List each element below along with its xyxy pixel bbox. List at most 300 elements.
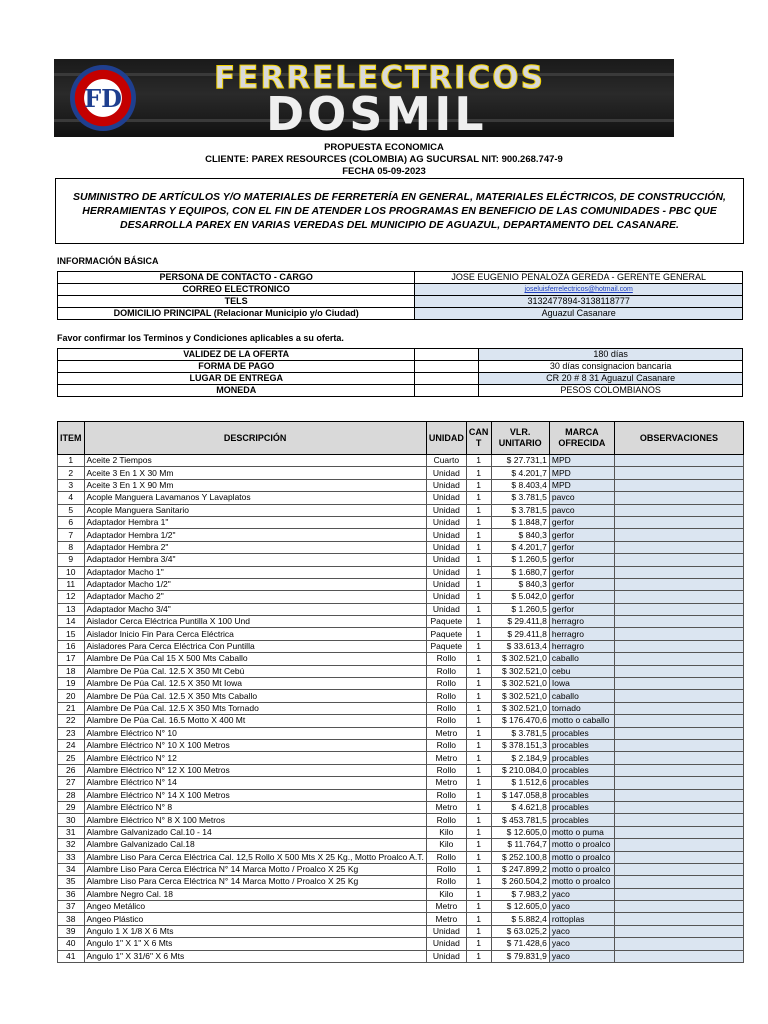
table-row	[58, 801, 744, 813]
item-observations	[614, 653, 743, 665]
item-description: Alambre Liso Para Cerca Eléctrica N° 14 Marca Motto / Proalco X 25 Kg	[84, 876, 426, 888]
item-number: 7	[58, 529, 85, 541]
col-header-observaciones: OBSERVACIONES	[614, 422, 743, 455]
item-description: Angulo 1 X 1/8 X 6 Mts	[84, 925, 426, 937]
scope-text: SUMINISTRO DE ARTÍCULOS Y/O MATERIALES DE FERRETERÍA EN GENERAL, MATERIALES ELÉCTRICOS, DE CONSTRUCCIÓN, HERRAMIENTAS Y EQUIPOS, CON EL FIN DE ATENDER LOS PROGRAMAS EN BENEFICIO DE LAS COMUNIDADES - PBC QUE DESARROLLA PAREX EN VARIAS VEREDAS DEL MUNICIPIO DE AGUAZUL, DEPARTAMENTO DEL CASANARE.	[73, 191, 726, 231]
item-unit: Metro	[426, 777, 466, 789]
item-unit: Rollo	[426, 876, 466, 888]
table-row	[58, 814, 744, 826]
item-number: 12	[58, 591, 85, 603]
item-brand: gerfor	[549, 541, 614, 553]
table-row	[58, 504, 744, 516]
item-quantity: 1	[466, 764, 491, 776]
item-quantity: 1	[466, 938, 491, 950]
terms-row	[58, 349, 743, 361]
item-number: 41	[58, 950, 85, 962]
item-quantity: 1	[466, 578, 491, 590]
item-unit: Rollo	[426, 665, 466, 677]
item-unit-price: $ 5.042,0	[491, 591, 549, 603]
item-unit: Rollo	[426, 653, 466, 665]
item-quantity: 1	[466, 616, 491, 628]
table-row	[58, 925, 744, 937]
info-value: 3132477894-3138118777	[415, 296, 743, 308]
table-row	[58, 554, 744, 566]
item-description: Aceite 3 En 1 X 90 Mm	[84, 479, 426, 491]
item-unit: Unidad	[426, 554, 466, 566]
item-description: Alambre Negro Cal. 18	[84, 888, 426, 900]
terms-row	[58, 385, 743, 397]
client-line: CLIENTE: PAREX RESOURCES (COLOMBIA) AG SUCURSAL NIT: 900.268.747-9	[205, 154, 563, 165]
table-row	[58, 603, 744, 615]
item-description: Alambre De Púa Cal 15 X 500 Mts Caballo	[84, 653, 426, 665]
item-number: 18	[58, 665, 85, 677]
item-number: 35	[58, 876, 85, 888]
item-unit-price: $ 1.512,6	[491, 777, 549, 789]
item-unit: Rollo	[426, 789, 466, 801]
item-brand: Iowa	[549, 678, 614, 690]
item-observations	[614, 950, 743, 962]
item-unit: Cuarto	[426, 455, 466, 467]
terms-key: LUGAR DE ENTREGA	[58, 373, 415, 385]
date-line: FECHA 05-09-2023	[342, 166, 426, 177]
table-row	[58, 702, 744, 714]
scope-box	[55, 178, 744, 244]
table-row	[58, 863, 744, 875]
item-description: Alambre Liso Para Cerca Eléctrica N° 14 Marca Motto / Proalco X 25 Kg	[84, 863, 426, 875]
item-unit-price: $ 29.411,8	[491, 628, 549, 640]
col-header-marca: MARCA OFRECIDA	[549, 422, 614, 455]
doc-title: PROPUESTA ECONOMICA	[324, 142, 444, 153]
item-quantity: 1	[466, 628, 491, 640]
item-observations	[614, 777, 743, 789]
item-description: Adaptador Hembra 2"	[84, 541, 426, 553]
table-row	[58, 777, 744, 789]
item-brand: procables	[549, 764, 614, 776]
terms-value: 180 días	[479, 349, 743, 361]
item-brand: yaco	[549, 925, 614, 937]
item-number: 28	[58, 789, 85, 801]
item-number: 9	[58, 554, 85, 566]
terms-key: MONEDA	[58, 385, 415, 397]
info-value: Aguazul Casanare	[415, 308, 743, 320]
item-brand: pavco	[549, 492, 614, 504]
item-observations	[614, 479, 743, 491]
item-quantity: 1	[466, 653, 491, 665]
item-unit-price: $ 4.201,7	[491, 467, 549, 479]
item-observations	[614, 578, 743, 590]
item-brand: MPD	[549, 479, 614, 491]
item-observations	[614, 665, 743, 677]
info-row	[58, 308, 743, 320]
brand-name-top: FERRELECTRICOS	[214, 60, 545, 96]
item-unit: Unidad	[426, 504, 466, 516]
items-body	[58, 455, 744, 963]
item-unit: Unidad	[426, 529, 466, 541]
item-number: 15	[58, 628, 85, 640]
item-unit-price: $ 5.882,4	[491, 913, 549, 925]
item-description: Adaptador Macho 3/4"	[84, 603, 426, 615]
table-row	[58, 566, 744, 578]
item-number: 32	[58, 839, 85, 851]
table-row	[58, 628, 744, 640]
item-observations	[614, 789, 743, 801]
table-row	[58, 541, 744, 553]
item-description: Angeo Plástico	[84, 913, 426, 925]
item-description: Alambre Eléctrico N° 8 X 100 Metros	[84, 814, 426, 826]
item-brand: gerfor	[549, 516, 614, 528]
item-brand: tornado	[549, 702, 614, 714]
item-unit-price: $ 247.899,2	[491, 863, 549, 875]
item-number: 21	[58, 702, 85, 714]
terms-table	[57, 348, 743, 397]
item-unit: Unidad	[426, 938, 466, 950]
item-description: Adaptador Macho 2"	[84, 591, 426, 603]
item-observations	[614, 925, 743, 937]
items-header-row	[58, 422, 744, 455]
item-unit: Rollo	[426, 863, 466, 875]
item-quantity: 1	[466, 492, 491, 504]
item-description: Adaptador Macho 1/2"	[84, 578, 426, 590]
item-brand: procables	[549, 777, 614, 789]
item-quantity: 1	[466, 603, 491, 615]
item-description: Adaptador Macho 1"	[84, 566, 426, 578]
info-value: JOSE EUGENIO PENALOZA GEREDA - GERENTE GENERAL	[415, 272, 743, 284]
item-number: 37	[58, 901, 85, 913]
item-brand: motto o proalco	[549, 839, 614, 851]
company-logo: FD	[70, 65, 136, 131]
item-number: 24	[58, 739, 85, 751]
item-unit-price: $ 8.403,4	[491, 479, 549, 491]
item-quantity: 1	[466, 640, 491, 652]
item-quantity: 1	[466, 789, 491, 801]
item-number: 11	[58, 578, 85, 590]
item-description: Alambre Eléctrico N° 14 X 100 Metros	[84, 789, 426, 801]
item-observations	[614, 839, 743, 851]
table-row	[58, 826, 744, 838]
item-unit-price: $ 210.084,0	[491, 764, 549, 776]
item-unit-price: $ 79.831,9	[491, 950, 549, 962]
item-number: 29	[58, 801, 85, 813]
email-link[interactable]: joseluisferrelectricos@hotmail.com	[415, 284, 743, 296]
item-observations	[614, 715, 743, 727]
item-quantity: 1	[466, 950, 491, 962]
item-unit-price: $ 2.184,9	[491, 752, 549, 764]
item-brand: procables	[549, 727, 614, 739]
table-row	[58, 938, 744, 950]
item-number: 3	[58, 479, 85, 491]
item-quantity: 1	[466, 690, 491, 702]
item-unit-price: $ 302.521,0	[491, 702, 549, 714]
item-unit-price: $ 1.260,5	[491, 554, 549, 566]
item-observations	[614, 702, 743, 714]
item-unit-price: $ 4.621,8	[491, 801, 549, 813]
table-row	[58, 727, 744, 739]
item-quantity: 1	[466, 678, 491, 690]
item-description: Aislador Cerca Eléctrica Puntilla X 100 Und	[84, 616, 426, 628]
item-description: Angulo 1" X 31/6" X 6 Mts	[84, 950, 426, 962]
table-row	[58, 653, 744, 665]
info-key: TELS	[58, 296, 415, 308]
item-description: Aislador Inicio Fin Para Cerca Eléctrica	[84, 628, 426, 640]
company-banner	[54, 59, 674, 137]
item-unit-price: $ 147.058,8	[491, 789, 549, 801]
item-quantity: 1	[466, 851, 491, 863]
item-description: Aisladores Para Cerca Eléctrica Con Puntilla	[84, 640, 426, 652]
item-number: 14	[58, 616, 85, 628]
info-key: CORREO ELECTRONICO	[58, 284, 415, 296]
info-row	[58, 272, 743, 284]
item-quantity: 1	[466, 925, 491, 937]
table-row	[58, 876, 744, 888]
table-row	[58, 789, 744, 801]
item-observations	[614, 529, 743, 541]
item-brand: motto o proalco	[549, 876, 614, 888]
item-unit: Unidad	[426, 566, 466, 578]
item-number: 5	[58, 504, 85, 516]
item-number: 2	[58, 467, 85, 479]
item-quantity: 1	[466, 801, 491, 813]
table-row	[58, 479, 744, 491]
table-row	[58, 492, 744, 504]
item-observations	[614, 554, 743, 566]
item-observations	[614, 504, 743, 516]
item-quantity: 1	[466, 455, 491, 467]
col-header-descripcion: DESCRIPCIÓN	[84, 422, 426, 455]
item-quantity: 1	[466, 888, 491, 900]
item-number: 17	[58, 653, 85, 665]
item-description: Alambre De Púa Cal. 12.5 X 350 Mt Iowa	[84, 678, 426, 690]
item-unit-price: $ 7.983,2	[491, 888, 549, 900]
item-quantity: 1	[466, 529, 491, 541]
item-number: 31	[58, 826, 85, 838]
item-brand: procables	[549, 801, 614, 813]
info-title: INFORMACIÓN BÁSICA	[57, 256, 159, 266]
item-number: 30	[58, 814, 85, 826]
item-unit-price: $ 260.504,2	[491, 876, 549, 888]
item-observations	[614, 739, 743, 751]
item-number: 8	[58, 541, 85, 553]
item-brand: MPD	[549, 467, 614, 479]
item-unit: Metro	[426, 727, 466, 739]
terms-value: PESOS COLOMBIANOS	[479, 385, 743, 397]
item-unit-price: $ 3.781,5	[491, 492, 549, 504]
item-description: Acople Manguera Lavamanos Y Lavaplatos	[84, 492, 426, 504]
item-description: Alambre De Púa Cal. 12.5 X 350 Mts Caballo	[84, 690, 426, 702]
item-observations	[614, 938, 743, 950]
terms-spacer	[415, 385, 479, 397]
item-quantity: 1	[466, 814, 491, 826]
item-quantity: 1	[466, 516, 491, 528]
item-unit-price: $ 302.521,0	[491, 653, 549, 665]
item-unit: Paquete	[426, 616, 466, 628]
item-observations	[614, 591, 743, 603]
item-unit: Unidad	[426, 492, 466, 504]
table-row	[58, 516, 744, 528]
item-unit-price: $ 840,3	[491, 578, 549, 590]
item-unit-price: $ 176.470,6	[491, 715, 549, 727]
item-quantity: 1	[466, 913, 491, 925]
item-brand: caballo	[549, 690, 614, 702]
item-number: 27	[58, 777, 85, 789]
item-description: Alambre De Púa Cal. 12.5 X 350 Mt Cebú	[84, 665, 426, 677]
item-observations	[614, 888, 743, 900]
item-observations	[614, 801, 743, 813]
table-row	[58, 529, 744, 541]
item-brand: yaco	[549, 938, 614, 950]
item-description: Alambre Galvanizado Cal.10 - 14	[84, 826, 426, 838]
table-row	[58, 764, 744, 776]
item-quantity: 1	[466, 901, 491, 913]
item-observations	[614, 603, 743, 615]
item-description: Adaptador Hembra 1/2"	[84, 529, 426, 541]
item-brand: procables	[549, 752, 614, 764]
item-number: 13	[58, 603, 85, 615]
info-row	[58, 284, 743, 296]
item-quantity: 1	[466, 715, 491, 727]
table-row	[58, 467, 744, 479]
terms-row	[58, 361, 743, 373]
table-row	[58, 913, 744, 925]
table-row	[58, 839, 744, 851]
item-quantity: 1	[466, 863, 491, 875]
item-unit: Unidad	[426, 541, 466, 553]
item-quantity: 1	[466, 541, 491, 553]
item-unit-price: $ 378.151,3	[491, 739, 549, 751]
item-number: 25	[58, 752, 85, 764]
item-unit-price: $ 302.521,0	[491, 678, 549, 690]
item-observations	[614, 628, 743, 640]
table-row	[58, 640, 744, 652]
table-row	[58, 665, 744, 677]
item-unit-price: $ 11.764,7	[491, 839, 549, 851]
table-row	[58, 591, 744, 603]
item-unit: Kilo	[426, 888, 466, 900]
item-description: Alambre Eléctrico N° 12 X 100 Metros	[84, 764, 426, 776]
item-description: Alambre Galvanizado Cal.18	[84, 839, 426, 851]
item-observations	[614, 876, 743, 888]
item-unit-price: $ 29.411,8	[491, 616, 549, 628]
item-unit-price: $ 302.521,0	[491, 665, 549, 677]
item-brand: cebu	[549, 665, 614, 677]
item-description: Alambre Liso Para Cerca Eléctrica Cal. 12,5 Rollo X 500 Mts X 25 Kg., Motto Proalco A.T.	[84, 851, 426, 863]
item-observations	[614, 678, 743, 690]
item-brand: motto o proalco	[549, 851, 614, 863]
item-brand: herragro	[549, 640, 614, 652]
item-number: 16	[58, 640, 85, 652]
item-brand: gerfor	[549, 591, 614, 603]
table-row	[58, 455, 744, 467]
item-brand: motto o proalco	[549, 863, 614, 875]
item-number: 20	[58, 690, 85, 702]
item-unit: Unidad	[426, 516, 466, 528]
item-unit-price: $ 3.781,5	[491, 504, 549, 516]
item-observations	[614, 764, 743, 776]
info-row	[58, 296, 743, 308]
item-unit-price: $ 12.605,0	[491, 826, 549, 838]
brand-name-bottom: DOSMIL	[266, 87, 487, 137]
item-observations	[614, 492, 743, 504]
item-brand: yaco	[549, 888, 614, 900]
item-quantity: 1	[466, 777, 491, 789]
item-brand: gerfor	[549, 554, 614, 566]
item-brand: caballo	[549, 653, 614, 665]
item-unit: Rollo	[426, 690, 466, 702]
terms-spacer	[415, 373, 479, 385]
item-brand: herragro	[549, 628, 614, 640]
terms-note: Favor confirmar los Terminos y Condiciones aplicables a su oferta.	[57, 333, 344, 343]
item-observations	[614, 863, 743, 875]
item-brand: gerfor	[549, 603, 614, 615]
info-table	[57, 271, 743, 320]
item-observations	[614, 752, 743, 764]
item-description: Adaptador Hembra 3/4"	[84, 554, 426, 566]
item-unit-price: $ 71.428,6	[491, 938, 549, 950]
item-unit-price: $ 3.781,5	[491, 727, 549, 739]
item-unit: Unidad	[426, 950, 466, 962]
item-unit: Metro	[426, 752, 466, 764]
item-observations	[614, 901, 743, 913]
table-row	[58, 678, 744, 690]
item-number: 6	[58, 516, 85, 528]
item-unit-price: $ 27.731,1	[491, 455, 549, 467]
col-header-unidad: UNIDAD	[426, 422, 466, 455]
item-description: Aceite 3 En 1 X 30 Mm	[84, 467, 426, 479]
item-unit: Unidad	[426, 578, 466, 590]
item-unit-price: $ 4.201,7	[491, 541, 549, 553]
item-description: Alambre Eléctrico N° 14	[84, 777, 426, 789]
item-unit: Metro	[426, 913, 466, 925]
item-observations	[614, 814, 743, 826]
item-number: 36	[58, 888, 85, 900]
item-number: 34	[58, 863, 85, 875]
item-number: 22	[58, 715, 85, 727]
item-brand: herragro	[549, 616, 614, 628]
item-description: Alambre De Púa Cal. 12.5 X 350 Mts Tornado	[84, 702, 426, 714]
table-row	[58, 739, 744, 751]
item-number: 38	[58, 913, 85, 925]
item-description: Angulo 1" X 1" X 6 Mts	[84, 938, 426, 950]
item-observations	[614, 516, 743, 528]
item-quantity: 1	[466, 566, 491, 578]
item-quantity: 1	[466, 826, 491, 838]
terms-value: CR 20 # 8 31 Aguazul Casanare	[479, 373, 743, 385]
table-row	[58, 715, 744, 727]
item-observations	[614, 913, 743, 925]
item-description: Alambre Eléctrico N° 10	[84, 727, 426, 739]
items-table	[57, 421, 744, 963]
item-observations	[614, 566, 743, 578]
item-quantity: 1	[466, 467, 491, 479]
terms-key: VALIDEZ DE LA OFERTA	[58, 349, 415, 361]
item-brand: motto o caballo	[549, 715, 614, 727]
col-header-vlr: VLR. UNITARIO	[491, 422, 549, 455]
item-unit-price: $ 33.613,4	[491, 640, 549, 652]
item-unit: Rollo	[426, 678, 466, 690]
item-unit: Unidad	[426, 467, 466, 479]
table-row	[58, 616, 744, 628]
item-number: 33	[58, 851, 85, 863]
item-quantity: 1	[466, 752, 491, 764]
item-observations	[614, 851, 743, 863]
item-unit-price: $ 252.100,8	[491, 851, 549, 863]
item-quantity: 1	[466, 739, 491, 751]
item-unit: Rollo	[426, 814, 466, 826]
item-observations	[614, 826, 743, 838]
item-unit-price: $ 63.025,2	[491, 925, 549, 937]
table-row	[58, 578, 744, 590]
item-description: Alambre Eléctrico N° 12	[84, 752, 426, 764]
table-row	[58, 888, 744, 900]
